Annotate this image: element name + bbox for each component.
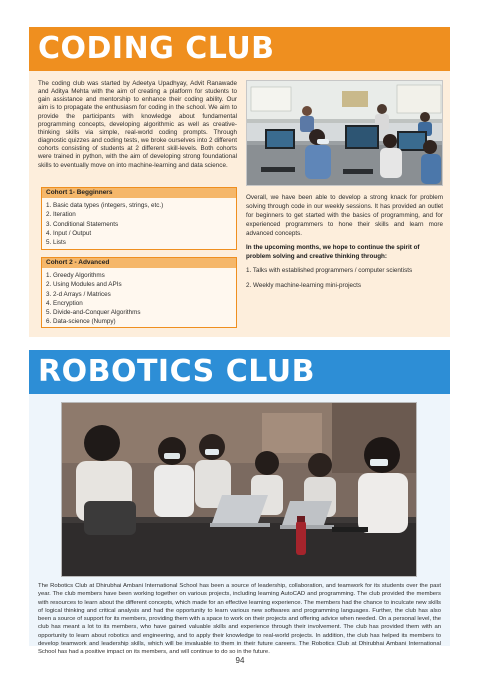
list-item: 4. Input / Output (46, 229, 92, 237)
list-item: 4. Encryption (46, 299, 83, 307)
coding-club-photo (246, 80, 443, 186)
list-item: 3. 2-d Arrays / Matrices (46, 290, 111, 298)
robotics-club-section (29, 350, 450, 655)
list-item: 2. Iteration (46, 211, 76, 219)
cohort-1-list (46, 201, 163, 247)
robotics-club-banner (29, 350, 450, 394)
robotics-club-photo (61, 402, 417, 577)
list-item: 3. Conditional Statements (46, 220, 119, 228)
robotics-club-body: The Robotics Club at Dhirubhai Ambani International School has been a source of leadership, collaboration, and teamwork for its students over the past year. The club members have been working together on various projects, including learning AutoCAD and programming. The club provided the members with resources to learn about the different concepts, which made for an effective learning experience. The members had the chance to inculcate new skills of logical thinking and critical analysis and had the opportunity to learn various new softwares and programming languages. Further, the club has also been a source of support for its members, providing them with a space to work on their projects and offering advice when needed. On a personal level, the club has meant a lot to its members, who have gained valuable skills and experience through their involvement. The club has provided them with an opportunity to learn about robotics and engineering, and to apply their knowledge to real-world projects. In addition, the club has helped its members to develop teamwork and leadership skills, which will be invaluable to them in their future careers. The Robotics Club at Dhirubhai Ambani International School has had a positive impact on its members, and will continue to do so in the future. (38, 583, 441, 655)
coding-upcoming-heading: In the upcoming months, we hope to continue the spirit of problem solving and creative thinking through: (246, 244, 420, 260)
cohort-1-title: Cohort 1- Begginners (42, 188, 236, 198)
coding-overall-paragraph: Overall, we have been able to develop a strong knack for problem solving through code in our weekly sessions. It has provided an outlet for beginners to get started with the basics of programming, and for experienced programmers to hone their skills and learn more advanced concepts. (246, 194, 443, 237)
coding-plan-item: 1. Talks with established programmers / computer scientists (246, 267, 413, 274)
list-item: 2. Using Modules and APIs (46, 281, 122, 289)
list-item: 5. Lists (46, 239, 66, 247)
coding-club-section (29, 27, 450, 337)
page-number: 94 (235, 656, 245, 665)
coding-plan-item: 2. Weekly machine-learning mini-projects (246, 282, 362, 289)
list-item: 5. Divide-and-Conquer Algorithms (46, 309, 141, 317)
cohort-2-list (46, 271, 141, 327)
list-item: 1. Basic data types (integers, strings, etc.) (46, 202, 164, 209)
cohort-1-box (41, 187, 237, 250)
coding-club-summary (246, 193, 443, 290)
coding-club-intro: The coding club was started by Adeetya Upadhyay, Advit Ranawade and Aditya Mehta with the aim of creating a platform for students to gain assistance and mentorship to enhance their coding ability. Our aim is to propagate the enthusiasm for coding in the school. We aim to provide the participants with knowledge about fundamental programming concepts, developing algorithmic as well as creative-thinking skills via simple, real-world coding prompts. Through diagnostic quizzes and coding tests, we broke ourselves into 2 different cohorts consisting of students at 2 different skill-levels. Both cohorts were trained in python, with the aim of developing strong foundational skills to eventually move on into machine-learning and data science. (38, 80, 237, 169)
coding-club-banner (29, 27, 450, 71)
list-item: 1. Greedy Algorithms (46, 272, 105, 279)
cohort-2-title: Cohort 2 - Advanced (42, 258, 236, 268)
robotics-club-title: ROBOTICS CLUB (38, 354, 316, 389)
coding-club-title: CODING CLUB (38, 31, 275, 66)
list-item: 6. Data-science (Numpy) (46, 318, 116, 326)
cohort-2-box (41, 257, 237, 328)
